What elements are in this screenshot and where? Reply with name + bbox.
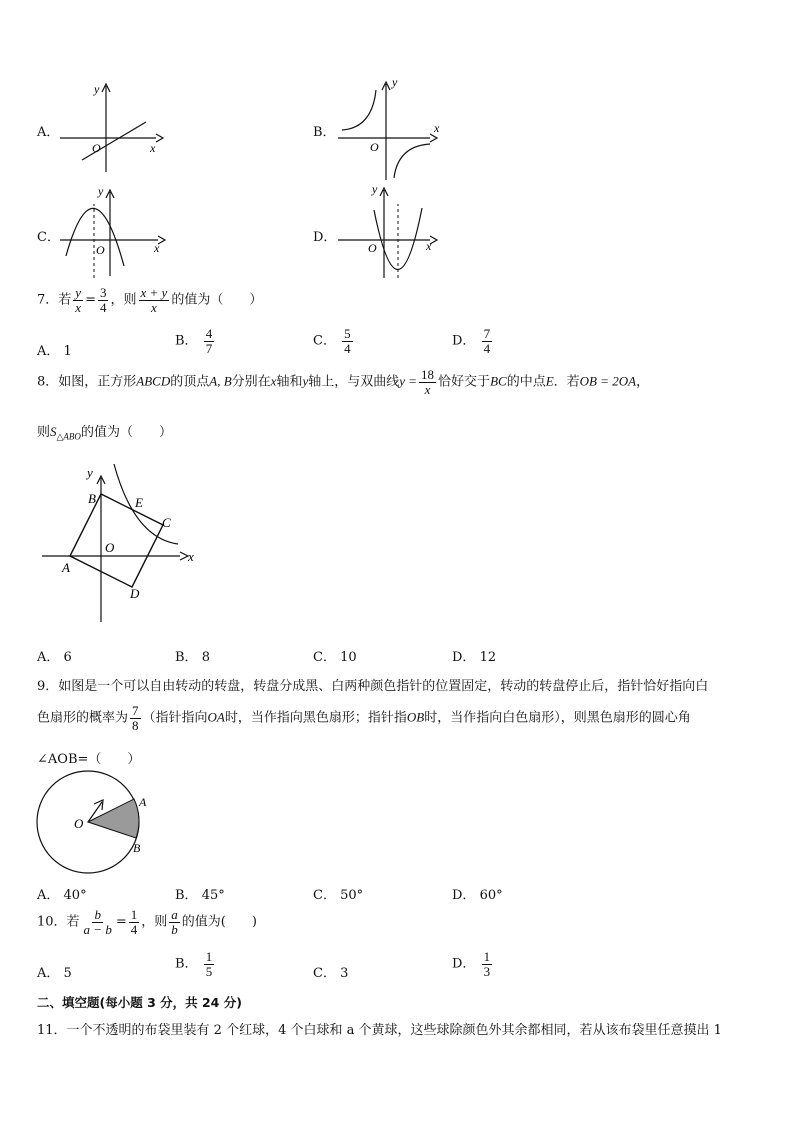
q10-option-a[interactable]: A． 5 [37,966,72,981]
q8-option-c[interactable]: C． 10 [313,650,357,665]
svg-text:O: O [96,243,105,257]
svg-text:O: O [105,540,115,555]
q9-option-c[interactable]: C． 50° [313,888,364,903]
q7-option-b[interactable]: B． $\frac{4}{7}$ [175,326,213,356]
q8-option-a[interactable]: A． 6 [37,650,72,665]
svg-text:x: x [150,141,156,155]
q10-option-b[interactable]: B． $\frac{1}{5}$ [175,949,213,979]
question-8-line2: 则$S_{\triangle ABO}$的值为（ ） [37,424,172,442]
q9-option-a[interactable]: A． 40° [37,888,87,903]
svg-text:O: O [92,141,101,155]
question-8-line1: 8．如图，正方形ABCD的顶点A, B分别在x轴和y轴上，与双曲线y = $\frac{18}{x}$ 恰好交于BC的中点E．若OB = 2OA， [37,367,650,397]
svg-text:x: x [426,239,432,253]
q6-graph-b [338,72,448,182]
svg-text:x: x [154,241,160,255]
q10-option-c[interactable]: C． 3 [313,966,349,981]
question-9-line3: ∠AOB=（ ） [37,752,141,767]
q6-option-a-label: A． [37,125,60,140]
q6-graph-c [60,182,170,280]
svg-text:A: A [139,795,147,809]
svg-text:A: A [62,560,70,575]
q9-option-b[interactable]: B． 45° [175,888,225,903]
q6-option-c-label: C． [37,230,60,245]
svg-text:D: D [130,586,140,601]
q6-option-b-label: B． [313,125,336,140]
q8-option-d[interactable]: D． 12 [452,650,497,665]
svg-text:E: E [135,495,143,510]
svg-text:y: y [87,465,93,480]
svg-text:y: y [372,182,378,196]
q7-option-d[interactable]: D． $\frac{7}{4}$ [452,326,491,356]
q7-option-c[interactable]: C． $\frac{5}{4}$ [313,326,351,356]
q10-option-d[interactable]: D． $\frac{1}{3}$ [452,949,491,979]
svg-text:O: O [368,241,377,255]
svg-text:O: O [370,140,379,154]
q9-spinner-figure [36,770,156,880]
q8-figure [38,460,203,625]
svg-text:x: x [434,121,440,135]
q9-option-d[interactable]: D． 60° [452,888,503,903]
question-11: 11．一个不透明的布袋里装有 2 个红球，4 个白球和 a 个黄球，这些球除颜色外其余都相同，若从该布袋里任意摸出 1 [37,1023,722,1038]
svg-text:B: B [133,841,141,855]
svg-text:y: y [98,184,104,198]
svg-text:C: C [162,515,171,530]
question-9-line2: 色扇形的概率为 $\frac{7}{8}$ （指针指向OA时，当作指向黑色扇形；指针指OB时，当作指向白色扇形），则黑色扇形的圆心角 [37,703,691,733]
svg-text:B: B [88,491,96,506]
svg-text:O: O [74,816,84,831]
q8-option-b[interactable]: B． 8 [175,650,210,665]
q7-option-a[interactable]: A． 1 [37,344,72,359]
svg-text:x: x [188,549,194,564]
section-2-heading: 二、填空题(每小题 3 分，共 24 分) [37,995,242,1010]
question-7: 7．若 $\frac{y}{x}$ = $\frac{3}{4}$ ，则 $\frac{x + y}{x}$ 的值为（ ） [37,285,263,315]
svg-text:y: y [94,82,100,96]
question-10: 10．若 $\frac{b}{a - b}$ = $\frac{1}{4}$ ，则 $\frac{a}{b}$ 的值为( ) [37,907,257,937]
q6-graph-d [338,180,448,280]
svg-text:y: y [392,75,398,89]
question-9-line1: 9．如图是一个可以自由转动的转盘，转盘分成黑、白两种颜色指针的位置固定，转动的转盘停止后，指针恰好指向白 [37,679,709,694]
q6-graph-a [60,78,170,173]
q6-option-d-label: D． [313,230,337,245]
